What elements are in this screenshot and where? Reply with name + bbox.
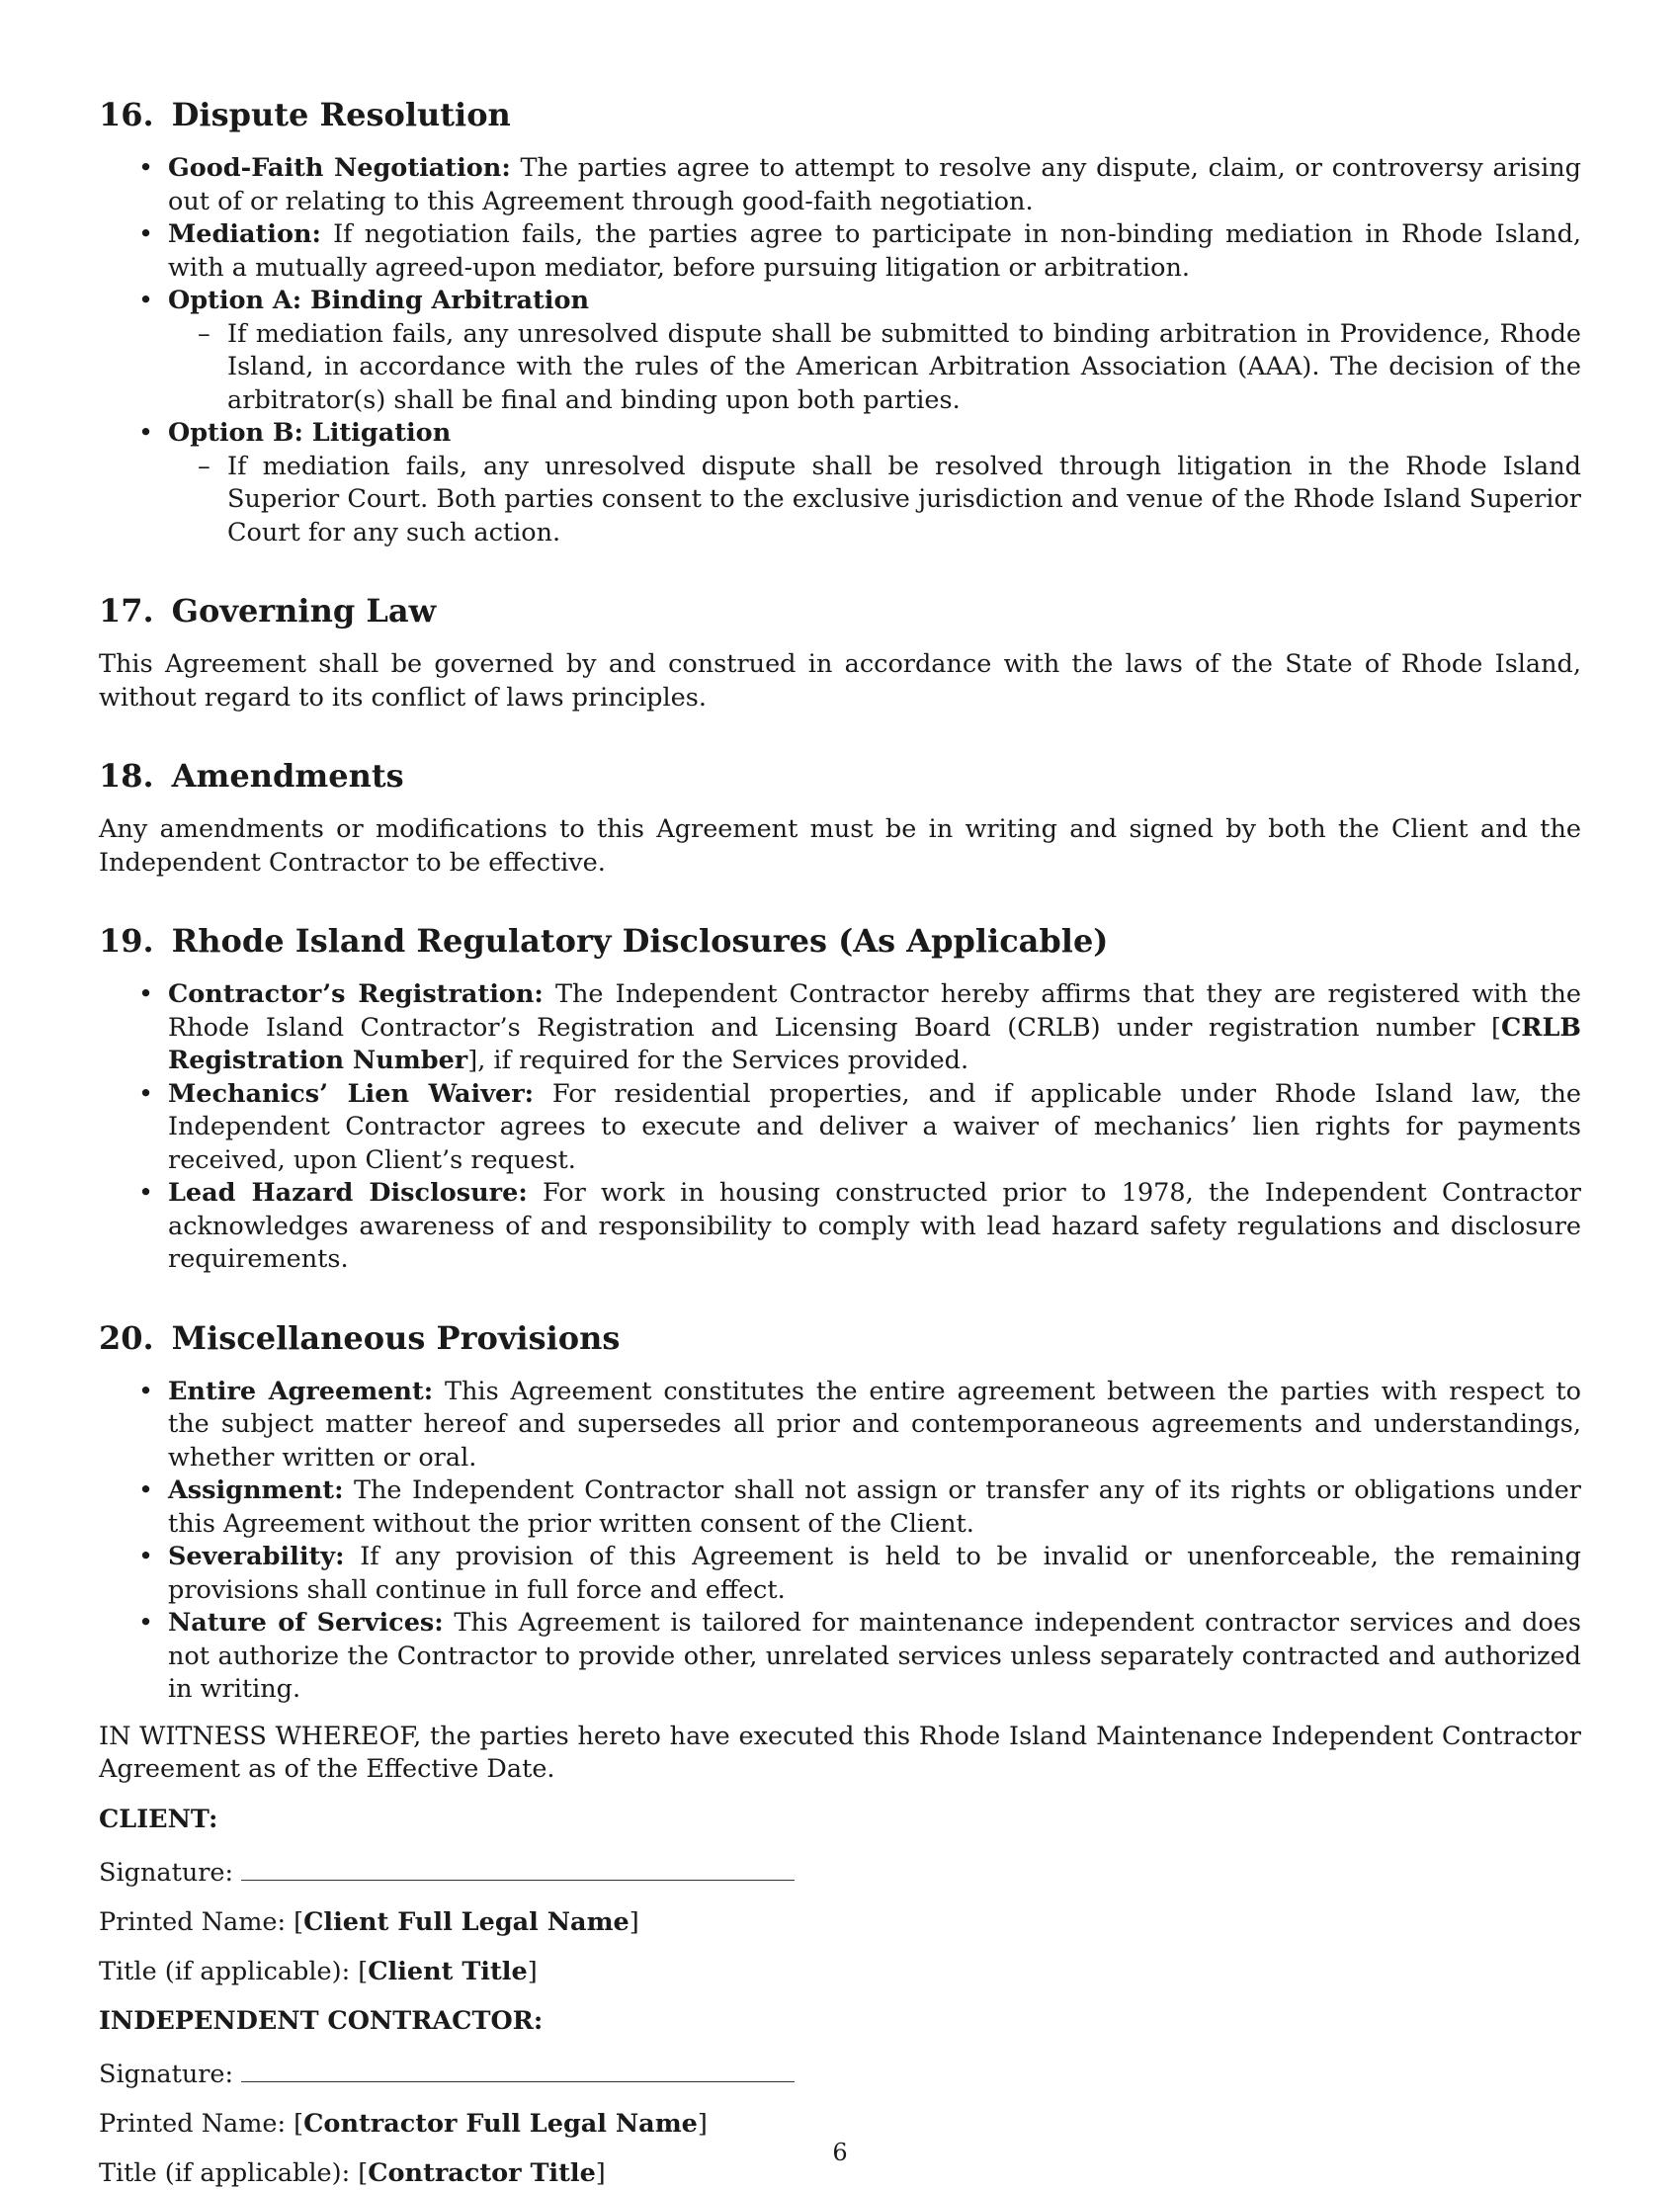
contractor-heading: INDEPENDENT CONTRACTOR: bbox=[99, 2005, 544, 2036]
page-number: 6 bbox=[832, 2139, 848, 2166]
sublist-item: – If mediation fails, any unresolved dispute shall be resolved through litigation in the Rhode Island Superior Court. Both parties consent to the exclusive jurisdiction and venue of the Rhode Island Superior Court for any such action. bbox=[168, 451, 1581, 550]
section-16-heading: 16. Dispute Resolution bbox=[99, 96, 511, 133]
client-title: Client Title bbox=[368, 1956, 528, 1986]
client-heading: CLIENT: bbox=[99, 1804, 218, 1834]
contractor-title: Contractor Title bbox=[368, 2157, 596, 2188]
list-item: • Option B: Litigation – If mediation fails, any unresolved dispute shall be resolved through litigation in the Rhode Island Superior Court. Both parties consent to the exclusive jurisdiction and venue of the Rhode Island Superior Court for any such action. bbox=[99, 417, 1581, 549]
section-17-heading: 17. Governing Law bbox=[99, 592, 437, 630]
section-19-heading: 19. Rhode Island Regulatory Disclosures (As Applicable) bbox=[99, 922, 1109, 960]
option-b-sublist bbox=[168, 451, 1581, 550]
section-19-list bbox=[99, 978, 1581, 1277]
list-item: • Mediation: If negotiation fails, the parties agree to participate in non-binding mediation in Rhode Island, with a mutually agreed-upon mediator, before pursuing litigation or arbitration. bbox=[99, 218, 1581, 285]
contractor-printed-name: Contractor Full Legal Name bbox=[303, 2108, 698, 2139]
section-20-heading: 20. Miscellaneous Provisions bbox=[99, 1318, 621, 1357]
contractor-printed-name-row: Printed Name: [Contractor Full Legal Name] bbox=[99, 2108, 708, 2139]
section-20-list bbox=[99, 1376, 1581, 1707]
list-item: • Nature of Services: This Agreement is tailored for maintenance independent contractor services and does not authorize the Contractor to provide other, unrelated services unless separately contracted and authorized in writing. bbox=[99, 1607, 1581, 1707]
list-item: • Entire Agreement: This Agreement constitutes the entire agreement between the parties with respect to the subject matter hereof and supersedes all prior and contemporaneous agreements and understandings, whether written or oral. bbox=[99, 1376, 1581, 1475]
list-item: • Good-Faith Negotiation: The parties agree to attempt to resolve any dispute, claim, or controversy arising out of or relating to this Agreement through good-faith negotiation. bbox=[99, 152, 1581, 218]
list-item: • Option A: Binding Arbitration – If mediation fails, any unresolved dispute shall be submitted to binding arbitration in Providence, Rhode Island, in accordance with the rules of the American Arbitration Association (AAA). The decision of the arbitrator(s) shall be final and binding upon both parties. bbox=[99, 285, 1581, 417]
list-item: • Lead Hazard Disclosure: For work in housing constructed prior to 1978, the Independent Contractor acknowledges awareness of and responsibility to comply with lead hazard safety regulations and disclosure requirements. bbox=[99, 1177, 1581, 1277]
section-18-heading: 18. Amendments bbox=[99, 757, 404, 795]
sublist-item: – If mediation fails, any unresolved dispute shall be submitted to binding arbitration in Providence, Rhode Island, in accordance with the rules of the American Arbitration Association (AAA). The decision of the arbitrator(s) shall be final and binding upon both parties. bbox=[168, 318, 1581, 418]
section-16-list bbox=[99, 152, 1581, 549]
contractor-title-row: Title (if applicable): [Contractor Title] bbox=[99, 2157, 606, 2188]
crlb-number-placeholder: CRLB Registration Number bbox=[168, 1012, 1581, 1075]
list-item: • Severability: If any provision of this Agreement is held to be invalid or unenforceable, the remaining provisions shall continue in full force and effect. bbox=[99, 1541, 1581, 1607]
list-item: • Assignment: The Independent Contractor shall not assign or transfer any of its rights or obligations under this Agreement without the prior written consent of the Client. bbox=[99, 1474, 1581, 1541]
client-printed-name: Client Full Legal Name bbox=[303, 1906, 630, 1937]
contractor-signature-line[interactable] bbox=[241, 2054, 795, 2082]
client-signature-row: Signature: bbox=[99, 1852, 1581, 1890]
client-title-row: Title (if applicable): [Client Title] bbox=[99, 1956, 538, 1986]
list-item: • Contractor’s Registration: The Independent Contractor hereby affirms that they are registered with the Rhode Island Contractor’s Registration and Licensing Board (CRLB) under registration number [CRLB Registration Number], if required for the Services provided. bbox=[99, 978, 1581, 1078]
section-17-text: This Agreement shall be governed by and construed in accordance with the laws of the State of Rhode Island, without regard to its conflict of laws principles. bbox=[99, 649, 1581, 713]
client-printed-name-row: Printed Name: [Client Full Legal Name] bbox=[99, 1906, 639, 1937]
witness-clause: IN WITNESS WHEREOF, the parties hereto have executed this Rhode Island Maintenance Independent Contractor Agreement as of the Effective Date. bbox=[99, 1721, 1581, 1784]
section-18-text: Any amendments or modifications to this Agreement must be in writing and signed by both the Client and the Independent Contractor to be effective. bbox=[99, 814, 1581, 878]
option-a-sublist bbox=[168, 318, 1581, 418]
document-page bbox=[99, 95, 1581, 2190]
client-signature-line[interactable] bbox=[241, 1852, 795, 1881]
contractor-signature-row: Signature: bbox=[99, 2054, 1581, 2091]
list-item: • Mechanics’ Lien Waiver: For residential properties, and if applicable under Rhode Island law, the Independent Contractor agrees to execute and deliver a waiver of mechanics’ lien rights for payments received, upon Client’s request. bbox=[99, 1078, 1581, 1178]
